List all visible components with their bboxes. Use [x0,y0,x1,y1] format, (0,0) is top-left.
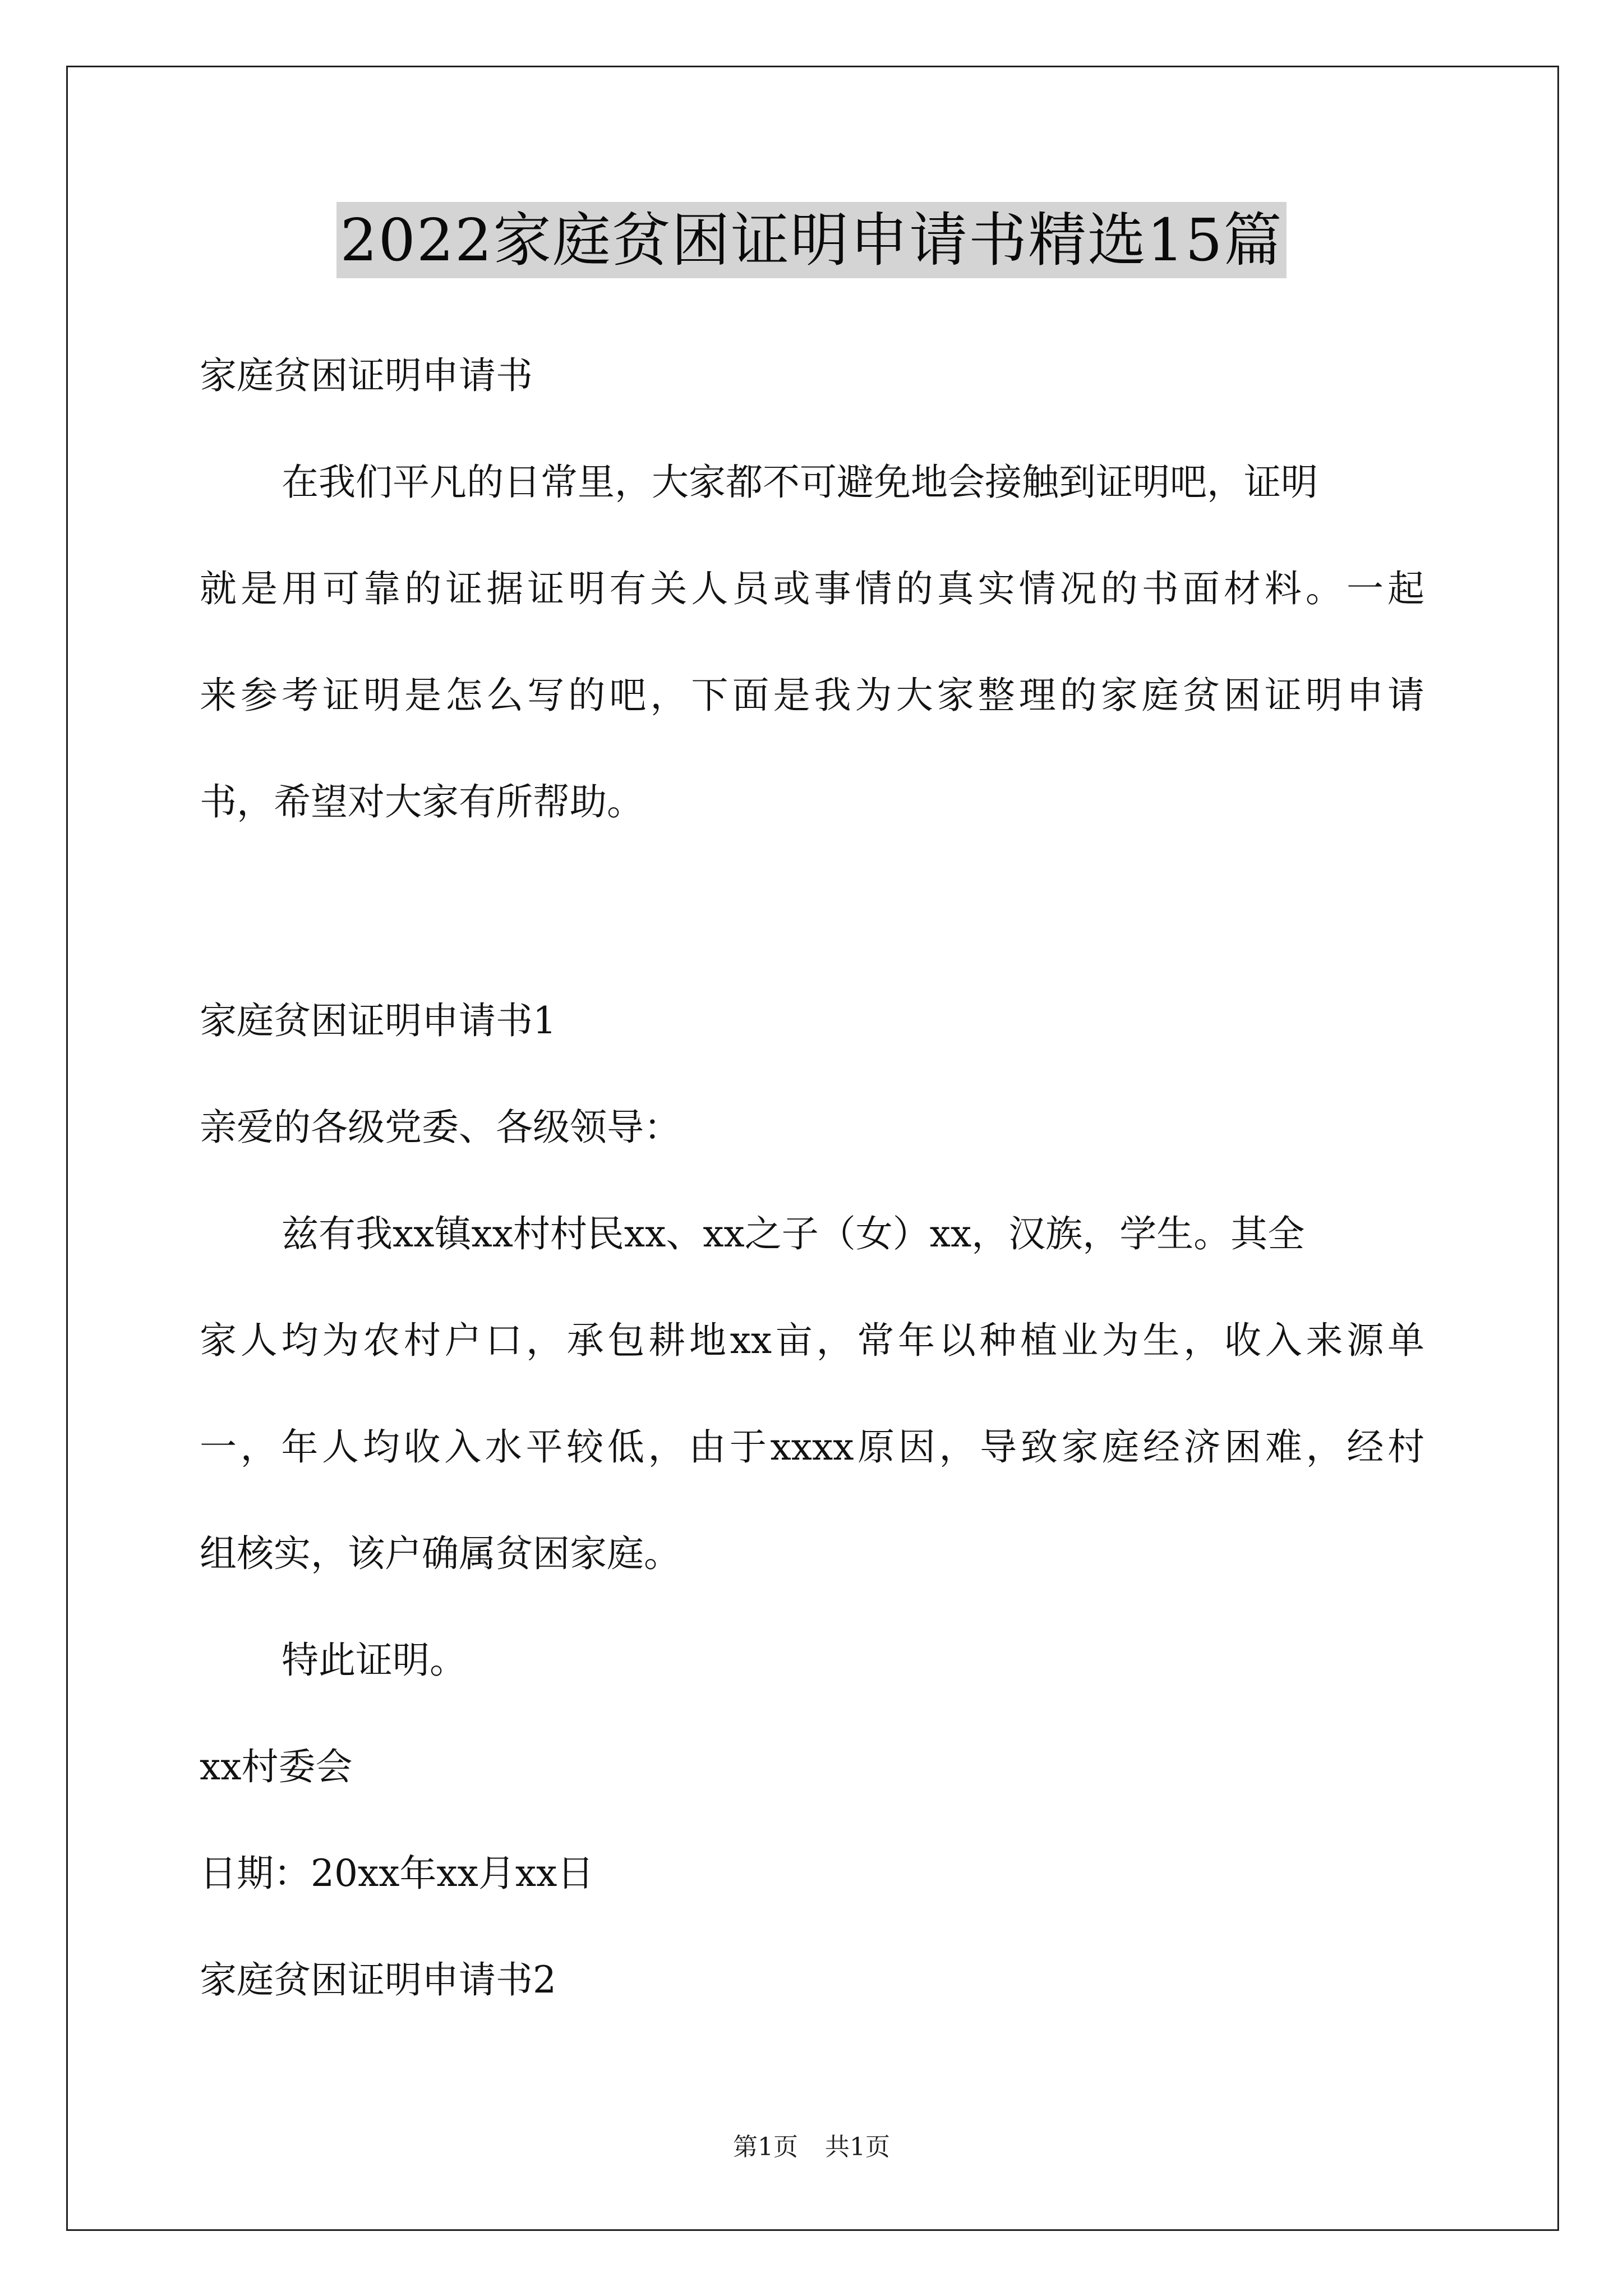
section-heading-1: 家庭贫困证明申请书1 [200,999,556,1042]
body-line: 家人均为农村户口，承包耕地xx亩，常年以种植业为生，收入来源单 [200,1319,1424,1362]
page-footer [0,2132,1623,2163]
page-number-total: 共1页 [825,2133,890,2161]
body-line: 一，年人均收入水平较低，由于xxxx原因，导致家庭经济困难，经村 [200,1425,1424,1469]
document-title: 2022家庭贫困证明申请书精选15篇 [336,202,1286,278]
intro-line: 来参考证明是怎么写的吧，下面是我为大家整理的家庭贫困证明申请 [200,674,1424,717]
intro-line: 在我们平凡的日常里，大家都不可避免地会接触到证明吧，证明 [282,461,1318,504]
section-heading-2: 家庭贫困证明申请书2 [200,1958,556,2001]
intro-line: 书，希望对大家有所帮助。 [200,780,644,823]
salutation: 亲爱的各级党委、各级领导： [200,1106,681,1149]
page-number-current: 第1页 [733,2133,798,2161]
title-container [0,202,1623,278]
intro-line: 就是用可靠的证据证明有关人员或事情的真实情况的书面材料。一起 [200,567,1424,610]
signature: xx村委会 [200,1745,353,1788]
body-line: 兹有我xx镇xx村村民xx、xx之子（女）xx，汉族，学生。其全 [282,1212,1305,1255]
date-line: 日期：20xx年xx月xx日 [200,1852,594,1895]
closing-text: 特此证明。 [282,1639,467,1682]
body-line: 组核实，该户确属贫困家庭。 [200,1532,681,1575]
intro-heading: 家庭贫困证明申请书 [200,354,533,397]
